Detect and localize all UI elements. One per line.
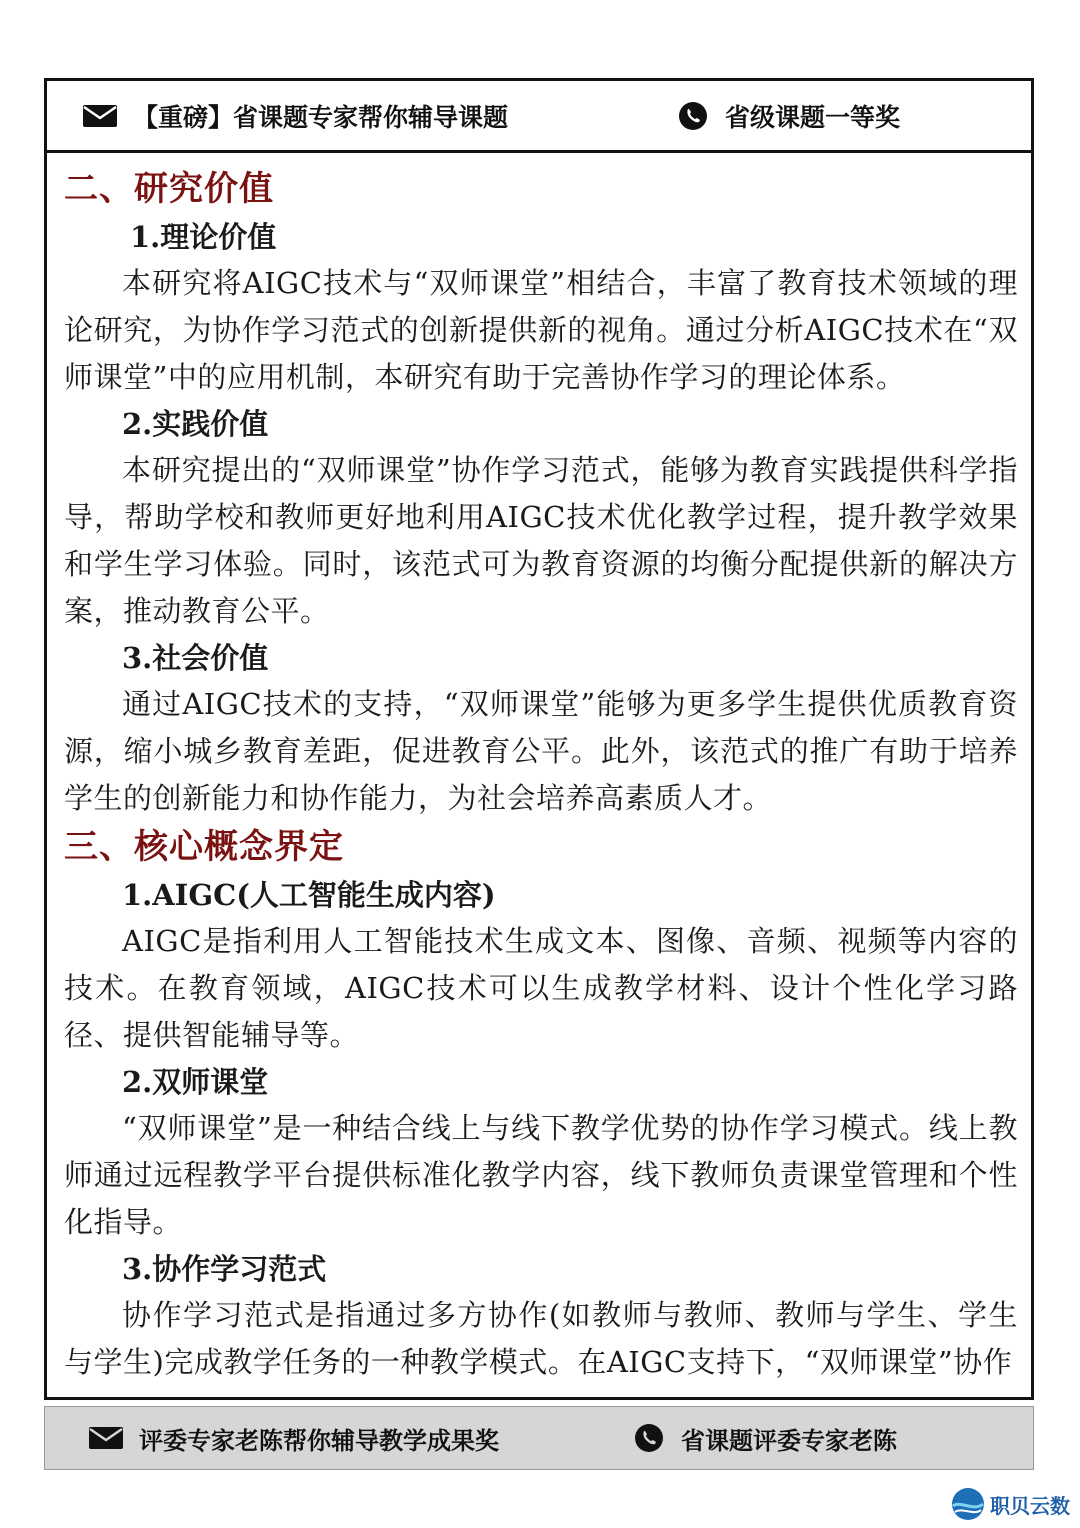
paragraph: “双师课堂”是一种结合线上与线下教学优势的协作学习模式。线上教师通过远程教学平台提供标准化教学内容，线下教师负责课堂管理和个性化指导。 — [64, 1111, 1018, 1239]
subsection-title: 2.实践价值 — [122, 407, 269, 441]
header-right[interactable] — [679, 81, 900, 150]
subsection-title: 3.协作学习范式 — [122, 1252, 327, 1286]
phone-icon — [679, 102, 707, 130]
header-right-text: 省级课题一等奖 — [725, 102, 901, 132]
paragraph: 本研究提出的“双师课堂”协作学习范式，能够为教育实践提供科学指导，帮助学校和教师更好地利用AIGC技术优化教学过程，提升教学效果和学生学习体验。同时，该范式可为教育资源的均衡分配提供新的解决方案，推动教育公平。 — [64, 453, 1018, 628]
subsection-title: 1.AIGC(人工智能生成内容) — [122, 878, 496, 912]
footer-banner — [44, 1406, 1034, 1470]
watermark-text: 职贝云数 — [990, 1493, 1070, 1518]
phone-icon — [635, 1424, 663, 1452]
footer-right[interactable] — [635, 1407, 897, 1469]
paragraph: 本研究将AIGC技术与“双师课堂”相结合，丰富了教育技术领域的理论研究，为协作学习范式的创新提供新的视角。通过分析AIGC技术在“双师课堂”中的应用机制，本研究有助于完善协作学习的理论体系。 — [64, 266, 1018, 394]
subsection-title: 1.理论价值 — [130, 220, 277, 254]
mail-icon — [83, 105, 117, 127]
subsection-title: 3.社会价值 — [122, 641, 269, 675]
subsection-title: 2.双师课堂 — [122, 1065, 269, 1099]
footer-right-text: 省课题评委专家老陈 — [681, 1426, 897, 1455]
header-left[interactable] — [83, 81, 508, 150]
top-banner — [47, 81, 1031, 153]
section-title: 二、研究价值 — [64, 169, 274, 209]
paragraph: 通过AIGC技术的支持，“双师课堂”能够为更多学生提供优质教育资源，缩小城乡教育差距，促进教育公平。此外，该范式的推广有助于培养学生的创新能力和协作能力，为社会培养高素质人才。 — [64, 687, 1018, 815]
globe-logo-icon — [950, 1486, 986, 1522]
footer-left[interactable] — [89, 1407, 499, 1469]
watermark-logo — [950, 1484, 1070, 1524]
mail-icon — [89, 1427, 123, 1449]
footer-left-text: 评委专家老陈帮你辅导教学成果奖 — [139, 1426, 499, 1455]
paragraph: AIGC是指利用人工智能技术生成文本、图像、音频、视频等内容的技术。在教育领域，AIGC技术可以生成教学材料、设计个性化学习路径、提供智能辅导等。 — [64, 924, 1018, 1052]
section-title: 三、核心概念界定 — [64, 827, 344, 867]
paragraph: 协作学习范式是指通过多方协作(如教师与教师、教师与学生、学生与学生)完成教学任务的一种教学模式。在AIGC支持下，“双师课堂”协作 — [64, 1298, 1018, 1379]
main-content — [64, 164, 1018, 1386]
header-left-text: 【重磅】省课题专家帮你辅导课题 — [133, 102, 509, 132]
